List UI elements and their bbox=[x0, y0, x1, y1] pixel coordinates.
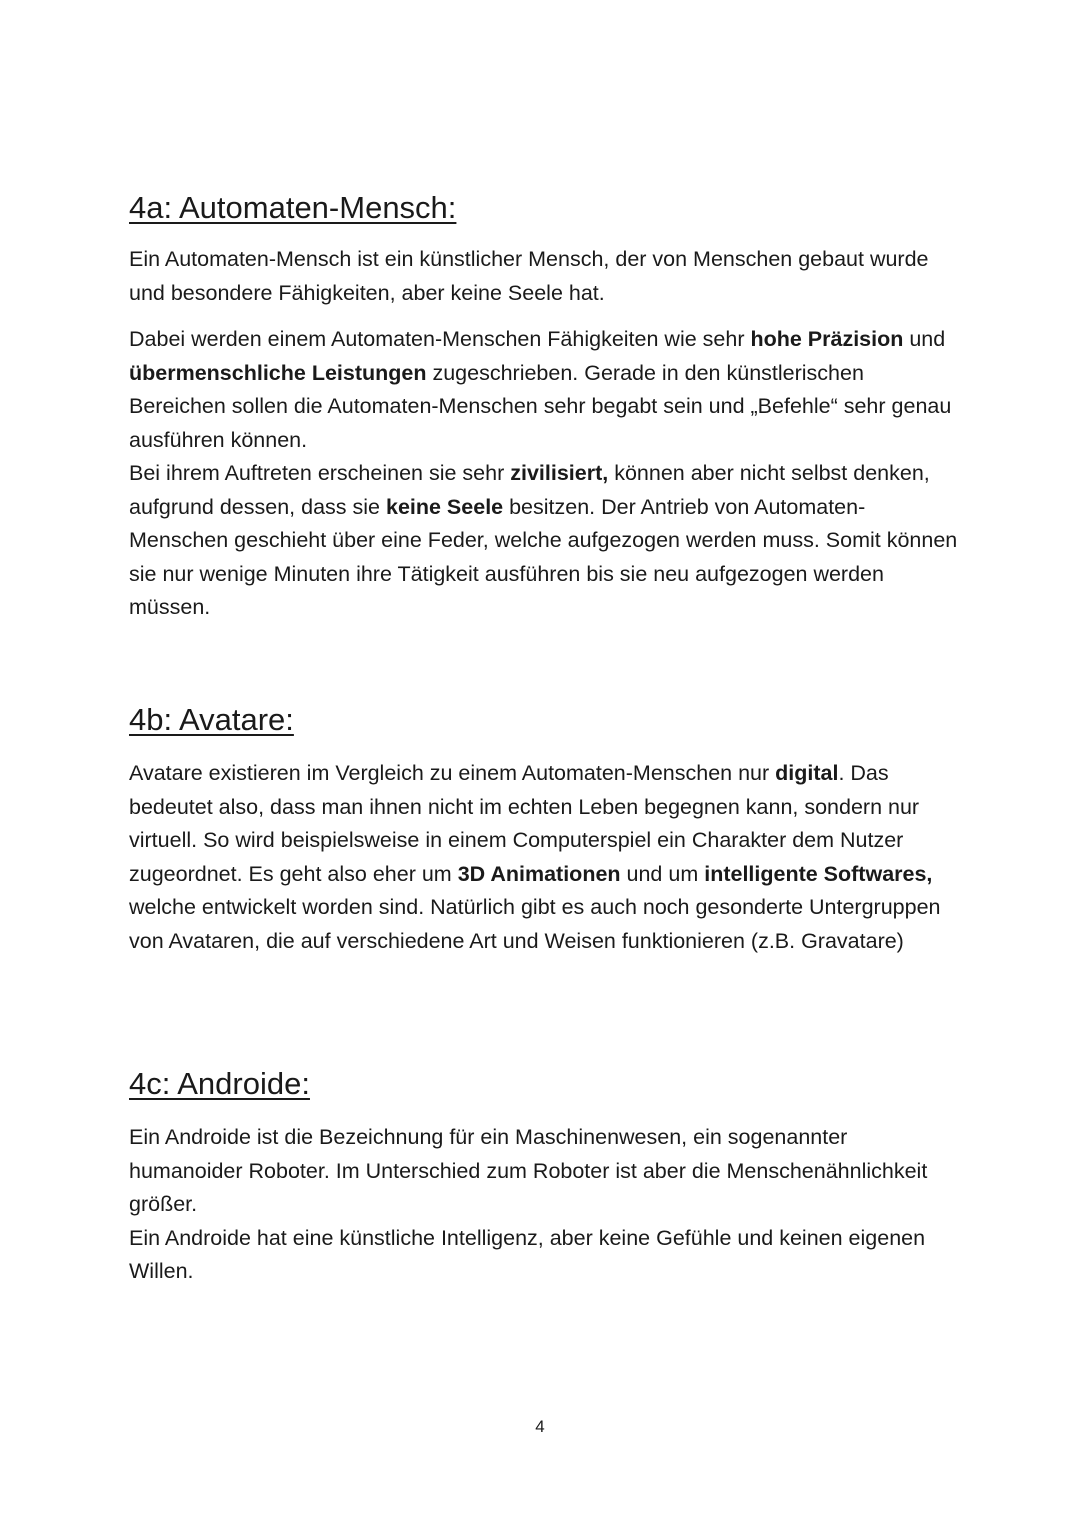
bold-term: digital bbox=[775, 761, 839, 785]
bold-term: keine Seele bbox=[385, 494, 504, 519]
text-run: besitzen. Der Antrieb von Automaten-Menschen geschieht über eine Feder, welche aufgezogen werden muss. Somit können sie nur wenige Minuten ihre Tätigkeit ausführen bis sie neu aufgezogen werden müssen. bbox=[129, 494, 958, 619]
section-heading: 4c: Androide: bbox=[129, 1066, 310, 1101]
bold-term: hohe Präzision bbox=[750, 327, 904, 351]
text-run: . Das bedeutet also, dass man ihnen nicht im echten Leben begegnen kann, sondern nur virtuell. So wird beispielsweise in einem Computerspiel ein Charakter dem Nutzer zugeordnet. Es geht also eher um bbox=[129, 761, 920, 886]
page-number: 4 bbox=[535, 1417, 545, 1436]
text-run: und um bbox=[620, 861, 705, 886]
paragraph bbox=[129, 757, 959, 958]
text-run: Ein Androide hat eine künstliche Intelligenz, aber keine Gefühle und keinen eigenen Willen. bbox=[129, 1225, 926, 1283]
text-run: Ein Automaten-Mensch ist ein künstlicher Mensch, der von Menschen gebaut wurde und besondere Fähigkeiten, aber keine Seele hat. bbox=[129, 247, 929, 305]
text-run: welche entwickelt worden sind. Natürlich gibt es auch noch gesonderte Untergruppen von Avataren, die auf verschiedene Art und Weisen funktionieren (z.B. Gravatare) bbox=[129, 895, 941, 953]
paragraph bbox=[129, 323, 959, 625]
section-heading: 4b: Avatare: bbox=[129, 702, 294, 737]
text-run: Dabei werden einem Automaten-Menschen Fähigkeiten wie sehr bbox=[129, 327, 751, 351]
bold-term: übermenschliche Leistungen bbox=[129, 360, 427, 385]
bold-term: zivilisiert, bbox=[510, 461, 609, 485]
text-run: und bbox=[903, 327, 946, 351]
section-heading: 4a: Automaten-Mensch: bbox=[129, 190, 457, 225]
text-run: zugeschrieben. Gerade in den künstlerischen Bereichen sollen die Automaten-Menschen sehr begabt sein und „Befehle“ sehr genau ausführen können. bbox=[129, 360, 952, 452]
text-run: Ein Androide ist die Bezeichnung für ein Maschinenwesen, ein sogenannter humanoider Roboter. Im Unterschied zum Roboter ist aber die Menschenähnlichkeit größer. bbox=[129, 1125, 928, 1216]
section-androide bbox=[129, 1064, 959, 1289]
section-avatare bbox=[129, 700, 959, 958]
bold-term: 3D Animationen bbox=[457, 861, 621, 886]
bold-term: intelligente Softwares, bbox=[704, 861, 933, 886]
text-run: können aber nicht selbst denken, aufgrund dessen, dass sie bbox=[129, 461, 930, 519]
paragraph bbox=[129, 1121, 959, 1289]
text-run: Bei ihrem Auftreten erscheinen sie sehr bbox=[129, 461, 511, 485]
section-automaten-mensch bbox=[129, 188, 959, 625]
text-run: Avatare existieren im Vergleich zu einem Automaten-Menschen nur bbox=[129, 761, 776, 785]
paragraph bbox=[129, 243, 959, 310]
